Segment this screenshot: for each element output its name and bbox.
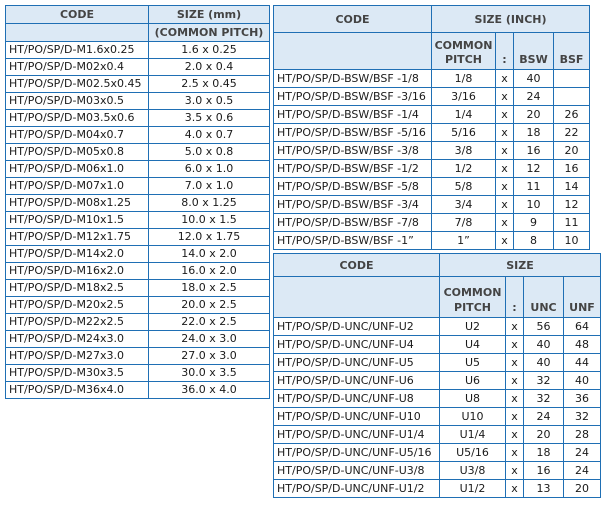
- table-row: [6, 382, 270, 399]
- value-cell: U4: [440, 336, 506, 354]
- bsf-header: BSF: [554, 33, 590, 70]
- value-cell: 24: [564, 462, 601, 480]
- code-cell: HT/PO/SP/D-BSW/BSF -3/8: [274, 142, 432, 160]
- value-cell: x: [506, 390, 524, 408]
- table-row: [6, 59, 270, 76]
- value-cell: 18: [514, 124, 554, 142]
- value-cell: U2: [440, 318, 506, 336]
- table-row: [274, 178, 590, 196]
- table-row: [274, 214, 590, 232]
- code-cell: HT/PO/SP/D-UNC/UNF-U10: [274, 408, 440, 426]
- value-cell: 9: [514, 214, 554, 232]
- value-cell: 3/16: [432, 88, 496, 106]
- value-cell: 16: [524, 462, 564, 480]
- code-header-cont: [274, 33, 432, 70]
- table-row: [274, 462, 601, 480]
- value-cell: 16.0 x 2.0: [149, 263, 270, 280]
- table-row: [6, 178, 270, 195]
- value-cell: 13: [524, 480, 564, 498]
- value-cell: x: [496, 142, 514, 160]
- value-cell: 2.5 x 0.45: [149, 76, 270, 93]
- value-cell: 30.0 x 3.5: [149, 365, 270, 382]
- table-row: [6, 42, 270, 59]
- table-row: [274, 70, 590, 88]
- value-cell: x: [496, 196, 514, 214]
- code-cell: HT/PO/SP/D-M18x2.5: [6, 280, 149, 297]
- value-cell: 12: [514, 160, 554, 178]
- value-cell: 8.0 x 1.25: [149, 195, 270, 212]
- table-row: [6, 144, 270, 161]
- table-row: [6, 297, 270, 314]
- value-cell: 40: [524, 354, 564, 372]
- value-cell: x: [496, 124, 514, 142]
- value-cell: 12.0 x 1.75: [149, 229, 270, 246]
- size-header: SIZE: [440, 254, 601, 277]
- value-cell: 18.0 x 2.5: [149, 280, 270, 297]
- code-cell: HT/PO/SP/D-M04x0.7: [6, 127, 149, 144]
- table-row: [6, 212, 270, 229]
- unf-header: UNF: [564, 277, 601, 318]
- value-cell: [554, 88, 590, 106]
- value-cell: 20.0 x 2.5: [149, 297, 270, 314]
- value-cell: x: [506, 444, 524, 462]
- code-cell: HT/PO/SP/D-M22x2.5: [6, 314, 149, 331]
- value-cell: 3.0 x 0.5: [149, 93, 270, 110]
- value-cell: 20: [554, 142, 590, 160]
- table-row: [274, 336, 601, 354]
- value-cell: 44: [564, 354, 601, 372]
- value-cell: 40: [564, 372, 601, 390]
- value-cell: U5: [440, 354, 506, 372]
- code-cell: HT/PO/SP/D-UNC/UNF-U8: [274, 390, 440, 408]
- value-cell: x: [506, 480, 524, 498]
- value-cell: 24: [514, 88, 554, 106]
- value-cell: x: [506, 408, 524, 426]
- value-cell: 22: [554, 124, 590, 142]
- value-cell: 36.0 x 4.0: [149, 382, 270, 399]
- value-cell: 5/16: [432, 124, 496, 142]
- value-cell: 3/4: [432, 196, 496, 214]
- value-cell: 3/8: [432, 142, 496, 160]
- bsw-bsf-size-table: [273, 5, 590, 250]
- value-cell: 40: [514, 70, 554, 88]
- code-cell: HT/PO/SP/D-UNC/UNF-U3/8: [274, 462, 440, 480]
- table-row: [274, 232, 590, 250]
- code-cell: HT/PO/SP/D-M24x3.0: [6, 331, 149, 348]
- code-header: CODE: [274, 6, 432, 33]
- code-cell: HT/PO/SP/D-UNC/UNF-U1/4: [274, 426, 440, 444]
- table-row: [6, 280, 270, 297]
- colon-header: :: [506, 277, 524, 318]
- value-cell: U3/8: [440, 462, 506, 480]
- table-row: [6, 229, 270, 246]
- value-cell: 40: [524, 336, 564, 354]
- value-cell: U8: [440, 390, 506, 408]
- value-cell: x: [496, 88, 514, 106]
- value-cell: U1/4: [440, 426, 506, 444]
- code-cell: HT/PO/SP/D-UNC/UNF-U6: [274, 372, 440, 390]
- value-cell: x: [496, 232, 514, 250]
- code-cell: HT/PO/SP/D-M27x3.0: [6, 348, 149, 365]
- code-cell: HT/PO/SP/D-M36x4.0: [6, 382, 149, 399]
- value-cell: U1/2: [440, 480, 506, 498]
- table-row: [6, 127, 270, 144]
- value-cell: 14.0 x 2.0: [149, 246, 270, 263]
- code-cell: HT/PO/SP/D-UNC/UNF-U1/2: [274, 480, 440, 498]
- code-header: CODE: [6, 6, 149, 24]
- value-cell: x: [496, 106, 514, 124]
- value-cell: 64: [564, 318, 601, 336]
- bsw-table-body: [274, 70, 590, 250]
- table-row: [6, 365, 270, 382]
- value-cell: 16: [554, 160, 590, 178]
- value-cell: 27.0 x 3.0: [149, 348, 270, 365]
- code-cell: HT/PO/SP/D-BSW/BSF -7/8: [274, 214, 432, 232]
- value-cell: 10: [514, 196, 554, 214]
- value-cell: x: [506, 336, 524, 354]
- table-row: [6, 348, 270, 365]
- value-cell: 48: [564, 336, 601, 354]
- value-cell: 22.0 x 2.5: [149, 314, 270, 331]
- code-cell: HT/PO/SP/D-BSW/BSF -1”: [274, 232, 432, 250]
- code-header-cont: [6, 24, 149, 42]
- value-cell: 1.6 x 0.25: [149, 42, 270, 59]
- code-cell: HT/PO/SP/D-BSW/BSF -1/4: [274, 106, 432, 124]
- value-cell: 8: [514, 232, 554, 250]
- table-row: [274, 354, 601, 372]
- value-cell: U5/16: [440, 444, 506, 462]
- table-row: [6, 195, 270, 212]
- code-cell: HT/PO/SP/D-M02x0.4: [6, 59, 149, 76]
- value-cell: 20: [524, 426, 564, 444]
- value-cell: x: [506, 372, 524, 390]
- value-cell: 24: [564, 444, 601, 462]
- value-cell: x: [506, 318, 524, 336]
- colon-header: :: [496, 33, 514, 70]
- code-cell: HT/PO/SP/D-M1.6x0.25: [6, 42, 149, 59]
- value-cell: 1”: [432, 232, 496, 250]
- code-cell: HT/PO/SP/D-M05x0.8: [6, 144, 149, 161]
- value-cell: 7/8: [432, 214, 496, 232]
- value-cell: 18: [524, 444, 564, 462]
- value-cell: 5.0 x 0.8: [149, 144, 270, 161]
- bsw-header: BSW: [514, 33, 554, 70]
- table-row: [274, 124, 590, 142]
- table-row: [6, 93, 270, 110]
- value-cell: 20: [514, 106, 554, 124]
- value-cell: 11: [514, 178, 554, 196]
- value-cell: 10.0 x 1.5: [149, 212, 270, 229]
- value-cell: 11: [554, 214, 590, 232]
- value-cell: 28: [564, 426, 601, 444]
- value-cell: 16: [514, 142, 554, 160]
- code-cell: HT/PO/SP/D-BSW/BSF -5/8: [274, 178, 432, 196]
- value-cell: 7.0 x 1.0: [149, 178, 270, 195]
- code-cell: HT/PO/SP/D-BSW/BSF -3/4: [274, 196, 432, 214]
- value-cell: 32: [524, 390, 564, 408]
- code-cell: HT/PO/SP/D-M14x2.0: [6, 246, 149, 263]
- value-cell: 1/2: [432, 160, 496, 178]
- code-cell: HT/PO/SP/D-BSW/BSF -1/8: [274, 70, 432, 88]
- table-row: [274, 318, 601, 336]
- value-cell: 1/8: [432, 70, 496, 88]
- code-cell: HT/PO/SP/D-BSW/BSF -5/16: [274, 124, 432, 142]
- value-cell: x: [496, 178, 514, 196]
- table-row: [274, 390, 601, 408]
- size-header: SIZE (mm): [149, 6, 270, 24]
- value-cell: 36: [564, 390, 601, 408]
- code-cell: HT/PO/SP/D-BSW/BSF -1/2: [274, 160, 432, 178]
- table-row: [274, 408, 601, 426]
- value-cell: 32: [564, 408, 601, 426]
- value-cell: x: [506, 354, 524, 372]
- value-cell: 2.0 x 0.4: [149, 59, 270, 76]
- code-cell: HT/PO/SP/D-M30x3.5: [6, 365, 149, 382]
- table-row: [6, 76, 270, 93]
- table-row: [6, 314, 270, 331]
- table-row: [274, 160, 590, 178]
- common-pitch-header: COMMON PITCH: [440, 277, 506, 318]
- value-cell: x: [506, 426, 524, 444]
- table-row: [6, 110, 270, 127]
- value-cell: 20: [564, 480, 601, 498]
- value-cell: x: [506, 462, 524, 480]
- value-cell: 4.0 x 0.7: [149, 127, 270, 144]
- code-cell: HT/PO/SP/D-M08x1.25: [6, 195, 149, 212]
- value-cell: 3.5 x 0.6: [149, 110, 270, 127]
- value-cell: 24.0 x 3.0: [149, 331, 270, 348]
- unc-header: UNC: [524, 277, 564, 318]
- unc-table-body: [274, 318, 601, 498]
- code-cell: HT/PO/SP/D-M12x1.75: [6, 229, 149, 246]
- value-cell: 24: [524, 408, 564, 426]
- table-row: [274, 426, 601, 444]
- value-cell: U6: [440, 372, 506, 390]
- value-cell: 5/8: [432, 178, 496, 196]
- table-row: [274, 196, 590, 214]
- table-row: [274, 444, 601, 462]
- code-cell: HT/PO/SP/D-BSW/BSF -3/16: [274, 88, 432, 106]
- unc-unf-size-table: [273, 253, 601, 498]
- size-inch-header: SIZE (INCH): [432, 6, 590, 33]
- code-cell: HT/PO/SP/D-M20x2.5: [6, 297, 149, 314]
- value-cell: 12: [554, 196, 590, 214]
- code-cell: HT/PO/SP/D-UNC/UNF-U5: [274, 354, 440, 372]
- value-cell: 26: [554, 106, 590, 124]
- code-cell: HT/PO/SP/D-M03x0.5: [6, 93, 149, 110]
- value-cell: 10: [554, 232, 590, 250]
- value-cell: U10: [440, 408, 506, 426]
- value-cell: 32: [524, 372, 564, 390]
- value-cell: 56: [524, 318, 564, 336]
- value-cell: 6.0 x 1.0: [149, 161, 270, 178]
- value-cell: x: [496, 214, 514, 232]
- metric-size-table: [5, 5, 270, 399]
- value-cell: x: [496, 70, 514, 88]
- common-pitch-header: COMMON PITCH: [432, 33, 496, 70]
- code-cell: HT/PO/SP/D-UNC/UNF-U5/16: [274, 444, 440, 462]
- code-cell: HT/PO/SP/D-M02.5x0.45: [6, 76, 149, 93]
- code-cell: HT/PO/SP/D-M03.5x0.6: [6, 110, 149, 127]
- code-cell: HT/PO/SP/D-M06x1.0: [6, 161, 149, 178]
- code-cell: HT/PO/SP/D-UNC/UNF-U2: [274, 318, 440, 336]
- table-row: [6, 331, 270, 348]
- table-row: [274, 142, 590, 160]
- code-header: CODE: [274, 254, 440, 277]
- table-row: [274, 480, 601, 498]
- table-row: [6, 263, 270, 280]
- code-cell: HT/PO/SP/D-UNC/UNF-U4: [274, 336, 440, 354]
- table-row: [274, 372, 601, 390]
- value-cell: 1/4: [432, 106, 496, 124]
- metric-table-body: [6, 42, 270, 399]
- value-cell: [554, 70, 590, 88]
- table-row: [274, 88, 590, 106]
- table-row: [6, 161, 270, 178]
- code-cell: HT/PO/SP/D-M16x2.0: [6, 263, 149, 280]
- code-cell: HT/PO/SP/D-M10x1.5: [6, 212, 149, 229]
- code-cell: HT/PO/SP/D-M07x1.0: [6, 178, 149, 195]
- value-cell: x: [496, 160, 514, 178]
- value-cell: 14: [554, 178, 590, 196]
- table-row: [274, 106, 590, 124]
- table-row: [6, 246, 270, 263]
- size-subheader: (COMMON PITCH): [149, 24, 270, 42]
- code-header-cont: [274, 277, 440, 318]
